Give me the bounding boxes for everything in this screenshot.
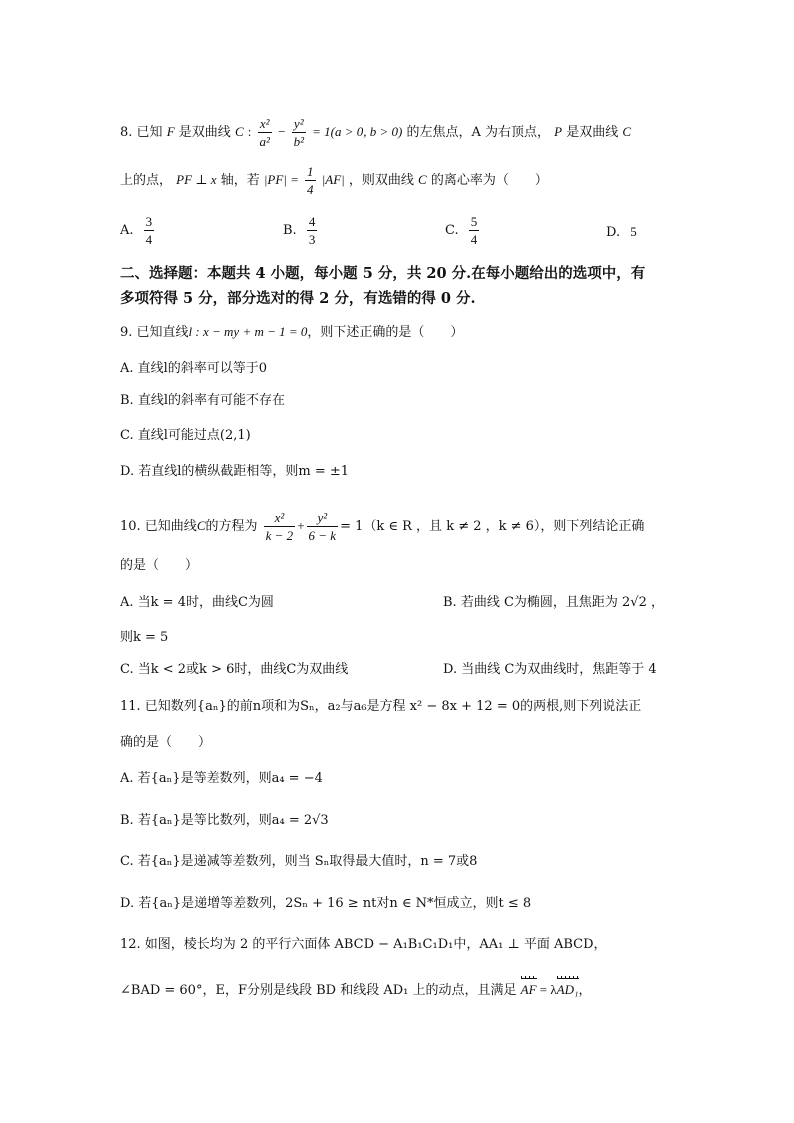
q8-denominator: 4 (145, 232, 153, 247)
q8-denominator: a² (259, 134, 270, 149)
q10-text: 10. 已知曲线 (120, 519, 197, 534)
q10-text: = 1（k ∈ R ，且 k ≠ 2 ，k ≠ 6），则下列结论正确 (340, 519, 645, 534)
option-value: 5 (630, 224, 637, 239)
q8-denominator: 4 (307, 182, 314, 197)
section-heading-line2: 多项符得 5 分，部分选对的得 2 分，有选错的得 0 分. (120, 290, 476, 307)
q8-line1 (120, 115, 631, 150)
q10-numerator: x² (274, 510, 285, 525)
q9-option-c[interactable]: C. 直线l可能过点(2,1) (120, 428, 251, 443)
q8-math: |AF| (321, 172, 345, 187)
q8-numerator: 5 (470, 214, 478, 229)
q10-fraction-1 (264, 509, 296, 544)
q10-denominator: 6 − k (308, 528, 337, 543)
q12-text: ∠BAD = 60°，E，F分别是线段 BD 和线段 AD₁ 上的动点，且满足 (120, 983, 521, 998)
q9-stem (120, 322, 463, 343)
q9-equation: : x − my + m − 1 = 0 (192, 324, 308, 339)
q8-math: PF ⊥ x (176, 172, 217, 187)
q8-option-c-frac (469, 213, 480, 248)
q8-numerator: x² (259, 116, 270, 131)
q8-text: 上的点， (120, 173, 173, 188)
q11-option-c[interactable]: C. 若{aₙ}是递减等差数列，则当 Sₙ取得最大值时，n = 7或8 (120, 854, 478, 869)
q8-line2 (120, 163, 548, 198)
q10-denominator: k − 2 (265, 528, 294, 543)
q8-text: 是双曲线 (566, 125, 619, 140)
q9-option-b[interactable]: B. 直线l的斜率有可能不存在 (120, 393, 285, 408)
q8-condition: = 1(a > 0, b > 0) (312, 124, 403, 139)
q12-stem-line2 (120, 980, 592, 1001)
q8-option-a-frac (144, 213, 155, 248)
q8-text: 已知 (136, 125, 163, 140)
q8-option-a[interactable] (120, 213, 156, 248)
q8-text: 是双曲线 (178, 125, 231, 140)
q12-vector-af: AF (521, 980, 537, 1000)
q10-option-b-cont: 则k = 5 (120, 630, 169, 645)
option-label: C. (445, 223, 459, 238)
q9-text: ，则下述正确的是（ ） (307, 325, 464, 340)
q8-var: C (234, 124, 244, 139)
q8-fraction-x (258, 115, 272, 150)
q8-numerator: 3 (145, 214, 153, 229)
q11-option-a[interactable]: A. 若{aₙ}是等差数列，则a₄ = −4 (120, 771, 323, 786)
q8-fraction-y (292, 115, 306, 150)
q8-var: C (418, 172, 427, 187)
q8-var: P (554, 124, 563, 139)
q9-option-d[interactable]: D. 若直线l的横纵截距相等，则m = ±1 (120, 464, 350, 479)
q10-var: C (196, 518, 206, 533)
q11-stem-line2: 确的是（ ） (120, 735, 212, 750)
q12-vector-ad1: AD₁ (557, 980, 579, 1000)
q12-stem-line1: 12. 如图，棱长均为 2 的平行六面体 ABCD − A₁B₁C₁D₁中，AA₁ ⊥ 平面 ABCD， (120, 937, 607, 952)
q8-text: 轴，若 (220, 173, 260, 188)
q8-text: 的左焦点，A 为右顶点， (406, 125, 551, 140)
q8-denominator: 3 (308, 232, 316, 247)
q8-numerator: 1 (307, 164, 314, 179)
section-heading-line1: 二、选择题：本题共 4 小题，每小题 5 分，共 20 分.在每小题给出的选项中，有 (120, 265, 646, 282)
option-label: B. (283, 223, 297, 238)
q8-numerator: 4 (308, 214, 316, 229)
q10-fraction-2 (307, 509, 339, 544)
q8-math: |PF| = (263, 172, 299, 187)
q11-stem-line1: 11. 已知数列{aₙ}的前n项和为Sₙ，a₂与a₆是方程 x² − 8x + 12 = 0的两根,则下列说法正 (120, 699, 642, 714)
option-label: D. (606, 225, 621, 240)
q10-option-a[interactable]: A. 当k = 4时，曲线C为圆 (120, 595, 274, 610)
q8-var: F (166, 124, 175, 139)
option-label: A. (120, 223, 134, 238)
q10-numerator: y² (317, 510, 328, 525)
q9-text: 9. 已知直线 (120, 325, 189, 340)
q12-comma: ， (578, 983, 592, 998)
q10-option-b[interactable]: B. 若曲线 C为椭圆，且焦距为 2√2 ， (443, 595, 664, 610)
q10-option-c[interactable]: C. 当k < 2或k > 6时，曲线C为双曲线 (120, 662, 349, 677)
q8-option-d[interactable] (606, 222, 637, 243)
q8-denominator: 4 (470, 232, 478, 247)
q8-option-b-frac (307, 213, 318, 248)
q9-var: l (188, 324, 193, 339)
q8-number: 8. (120, 125, 133, 140)
q11-option-b[interactable]: B. 若{aₙ}是等比数列，则a₄ = 2√3 (120, 813, 329, 828)
q10-text: 的方程为 (205, 519, 258, 534)
q8-quarter (305, 163, 316, 198)
q8-numerator: y² (293, 116, 304, 131)
q10-stem-line2: 的是（ ） (120, 558, 199, 573)
q10-option-d[interactable]: D. 当曲线 C为双曲线时，焦距等于 4 (443, 662, 657, 677)
q8-option-c[interactable] (445, 213, 481, 248)
q8-denominator: b² (293, 134, 304, 149)
q8-text: 的离心率为（ ） (430, 173, 548, 188)
q8-operator: − (278, 124, 286, 139)
q9-option-a[interactable]: A. 直线l的斜率可以等于0 (120, 361, 268, 376)
q10-operator: + (297, 518, 305, 533)
q8-var: C (622, 124, 632, 139)
q8-text: ，则双曲线 (348, 173, 414, 188)
q11-option-d[interactable]: D. 若{aₙ}是递增等差数列，2Sₙ + 16 ≥ nt对n ∈ N*恒成立，则t ≤ 8 (120, 896, 532, 911)
q12-equals: = λ (536, 982, 557, 997)
q10-stem-line1 (120, 509, 644, 544)
q8-option-b[interactable] (283, 213, 319, 248)
q8-colon: : (247, 124, 252, 139)
